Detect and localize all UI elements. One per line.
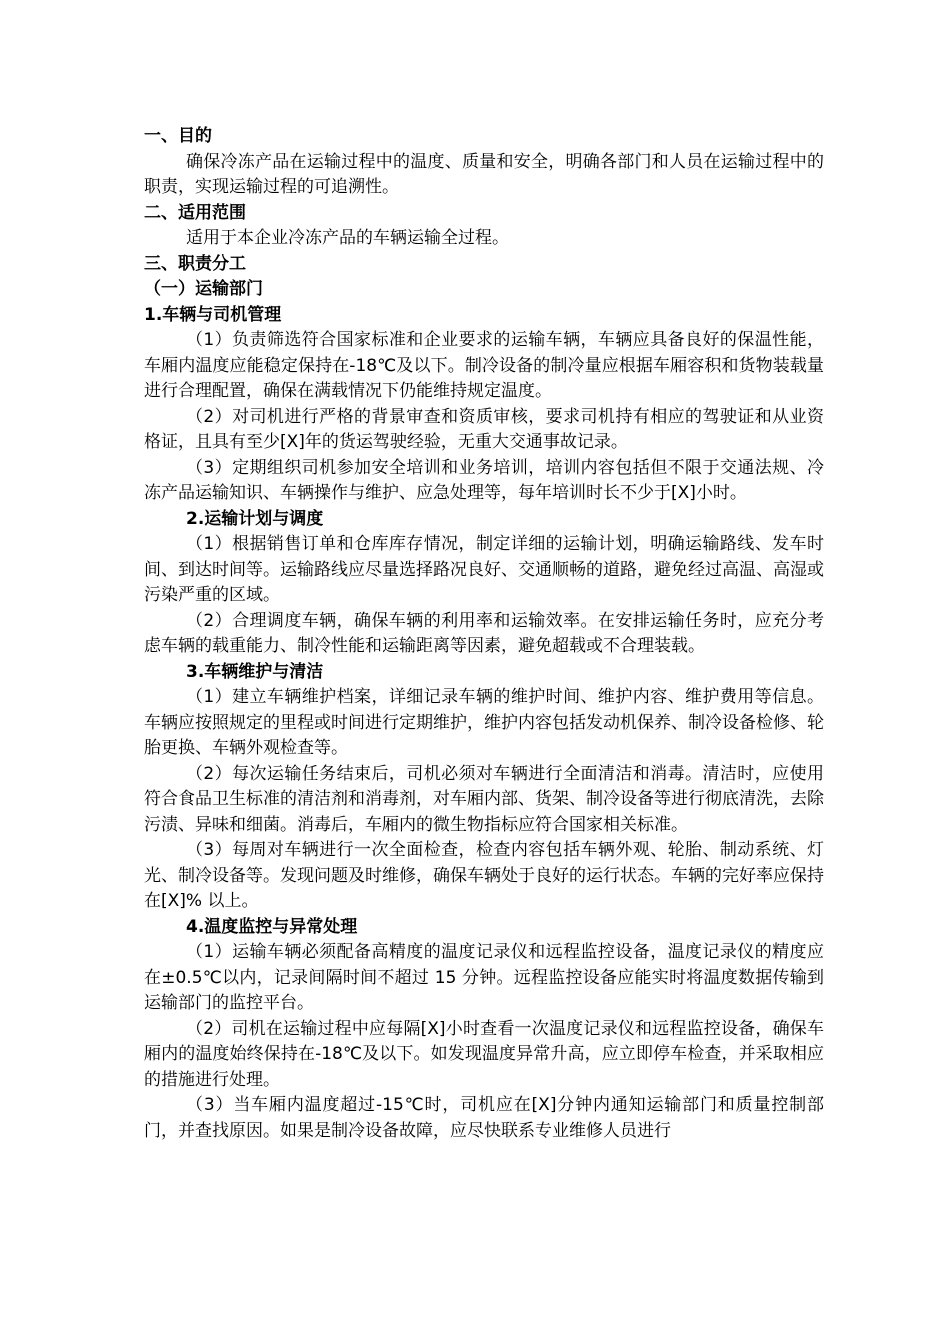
item-heading-transport-plan: 2.运输计划与调度: [186, 508, 324, 529]
body-paragraph: （3）每周对车辆进行一次全面检查，检查内容包括车辆外观、轮胎、制动系统、灯光、制冷设备等。发现问题及时维修，确保车辆处于良好的运行状态。车辆的完好率应保持在[X]% 以上。: [144, 840, 824, 911]
body-paragraph: （2）每次运输任务结束后，司机必须对车辆进行全面清洁和消毒。清洁时，应使用符合食品卫生标准的清洁剂和消毒剂，对车厢内部、货架、制冷设备等进行彻底清洗，去除污渍、异味和细菌。消毒后，车厢内的微生物指标应符合国家相关标准。: [144, 763, 824, 835]
body-paragraph: （2）司机在运输过程中应每隔[X]小时查看一次温度记录仪和远程监控设备，确保车厢内的温度始终保持在-18℃及以下。如发现温度异常升高，应立即停车检查，并采取相应的措施进行处理。: [144, 1018, 824, 1090]
item-heading-vehicle-maintenance: 3.车辆维护与清洁: [186, 661, 324, 682]
subsection-heading-transport-dept: （一）运输部门: [144, 279, 263, 299]
body-paragraph: （1）建立车辆维护档案，详细记录车辆的维护时间、维护内容、维护费用等信息。车辆应按照规定的里程或时间进行定期维护，维护内容包括发动机保养、制冷设备检修、轮胎更换、车辆外观检查等。: [144, 687, 824, 758]
scope-paragraph: 适用于本企业冷冻产品的车辆运输全过程。: [186, 228, 509, 248]
body-paragraph: （2）合理调度车辆，确保车辆的利用率和运输效率。在安排运输任务时，应充分考虑车辆的载重能力、制冷性能和运输距离等因素，避免超载或不合理装载。: [144, 610, 824, 656]
item-heading-temperature-monitoring: 4.温度监控与异常处理: [186, 916, 358, 937]
body-paragraph: （1）负责筛选符合国家标准和企业要求的运输车辆，车辆应具备良好的保温性能，车厢内温度应能稳定保持在-18℃及以下。制冷设备的制冷量应根据车厢容积和货物装载量进行合理配置，确保在满载情况下仍能维持规定温度。: [144, 330, 824, 401]
item-heading-vehicle-driver: 1.车辆与司机管理: [144, 304, 282, 325]
body-paragraph: （1）运输车辆必须配备高精度的温度记录仪和远程监控设备，温度记录仪的精度应在±0.5℃以内，记录间隔时间不超过 15 分钟。远程监控设备应能实时将温度数据传输到运输部门的监控平台。: [144, 942, 824, 1013]
body-paragraph: （3）定期组织司机参加安全培训和业务培训，培训内容包括但不限于交通法规、冷冻产品运输知识、车辆操作与维护、应急处理等，每年培训时长不少于[X]小时。: [144, 457, 824, 503]
body-paragraph: （3）当车厢内温度超过-15℃时，司机应在[X]分钟内通知运输部门和质量控制部门，并查找原因。如果是制冷设备故障，应尽快联系专业维修人员进行: [144, 1095, 824, 1141]
section-heading-purpose: 一、目的: [144, 126, 212, 146]
purpose-paragraph: 确保冷冻产品在运输过程中的温度、质量和安全，明确各部门和人员在运输过程中的职责，实现运输过程的可追溯性。: [144, 151, 824, 197]
body-paragraph: （2）对司机进行严格的背景审查和资质审核，要求司机持有相应的驾驶证和从业资格证，且具有至少[X]年的货运驾驶经验，无重大交通事故记录。: [144, 406, 824, 452]
section-heading-scope: 二、适用范围: [144, 202, 246, 223]
section-heading-responsibilities: 三、职责分工: [144, 253, 246, 274]
body-paragraph: （1）根据销售订单和仓库库存情况，制定详细的运输计划，明确运输路线、发车时间、到达时间等。运输路线应尽量选择路况良好、交通顺畅的道路，避免经过高温、高湿或污染严重的区域。: [144, 534, 824, 605]
document-page: [144, 124, 824, 1144]
